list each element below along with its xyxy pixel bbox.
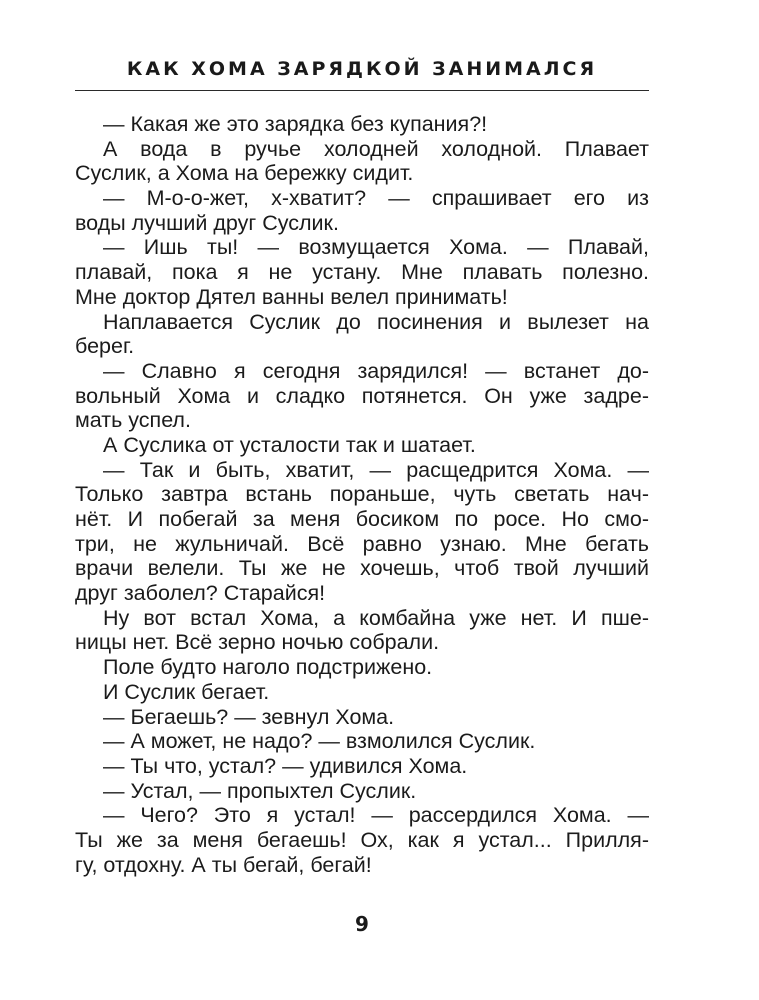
text-line: три, не жульничай. Всё равно узнаю. Мне бегать	[75, 531, 649, 556]
text-line: Только завтра встань пораньше, чуть светать нач-	[75, 482, 649, 507]
text-line: А вода в ручье холодней холодной. Плавает	[103, 136, 649, 161]
text-line: Поле будто наголо подстрижено.	[103, 655, 433, 680]
text-line: — А может, не надо? — взмолился Суслик.	[103, 729, 536, 754]
text-line: Наплавается Суслик до посинения и вылезет на	[103, 309, 649, 334]
text-line: — Ты что, устал? — удивился Хома.	[103, 753, 468, 778]
text-line: — Устал, — пропыхтел Суслик.	[103, 778, 417, 803]
text-line: — М-о-о-жет, х-хватит? — спрашивает его из	[103, 186, 649, 211]
text-line: ницы нет. Всё зерно ночью собрали.	[75, 630, 440, 655]
text-line: — Славно я сегодня зарядился! — встанет до-	[103, 358, 649, 383]
text-line: А Суслика от усталости так и шатает.	[103, 432, 476, 457]
text-line: И Суслик бегает.	[103, 679, 270, 704]
text-line: гу, отдохну. А ты бегай, бегай!	[75, 852, 372, 877]
text-line: берег.	[75, 334, 135, 359]
text-line: — Какая же это зарядка без купания?!	[103, 112, 488, 136]
text-line: вольный Хома и сладко потянется. Он уже задре-	[75, 383, 649, 408]
text-line: нёт. И побегай за меня босиком по росе. Но смо-	[75, 507, 649, 531]
text-line: — Так и быть, хватит, — расщедрится Хома. —	[103, 457, 649, 482]
text-line: Ну вот встал Хома, а комбайна уже нет. И пше-	[103, 605, 649, 630]
text-line: Суслик, а Хома на бережку сидит.	[75, 161, 414, 186]
chapter-title: КАК ХОМА ЗАРЯДКОЙ ЗАНИМАЛСЯ	[126, 58, 598, 80]
text-line: друг заболел? Старайся!	[75, 581, 326, 606]
text-line: — Ишь ты! — возмущается Хома. — Плавай,	[103, 235, 649, 260]
text-line: воды лучший друг Суслик.	[75, 210, 339, 235]
page-number: 9	[355, 912, 369, 936]
text-line: Мне доктор Дятел ванны велел принимать!	[75, 284, 508, 309]
text-line: Ты же за меня бегаешь! Ох, как я устал... Прилля-	[75, 827, 649, 852]
text-line: — Чего? Это я устал! — рассердился Хома. —	[103, 803, 649, 828]
text-line: мать успел.	[75, 408, 191, 433]
story-text	[75, 112, 649, 877]
text-line: — Бегаешь? — зевнул Хома.	[103, 704, 395, 729]
title-divider	[75, 90, 649, 91]
text-line: плавай, пока я не устану. Мне плавать полезно.	[75, 260, 649, 285]
text-line: врачи велели. Ты же не хочешь, чтоб твой лучший	[75, 556, 649, 581]
